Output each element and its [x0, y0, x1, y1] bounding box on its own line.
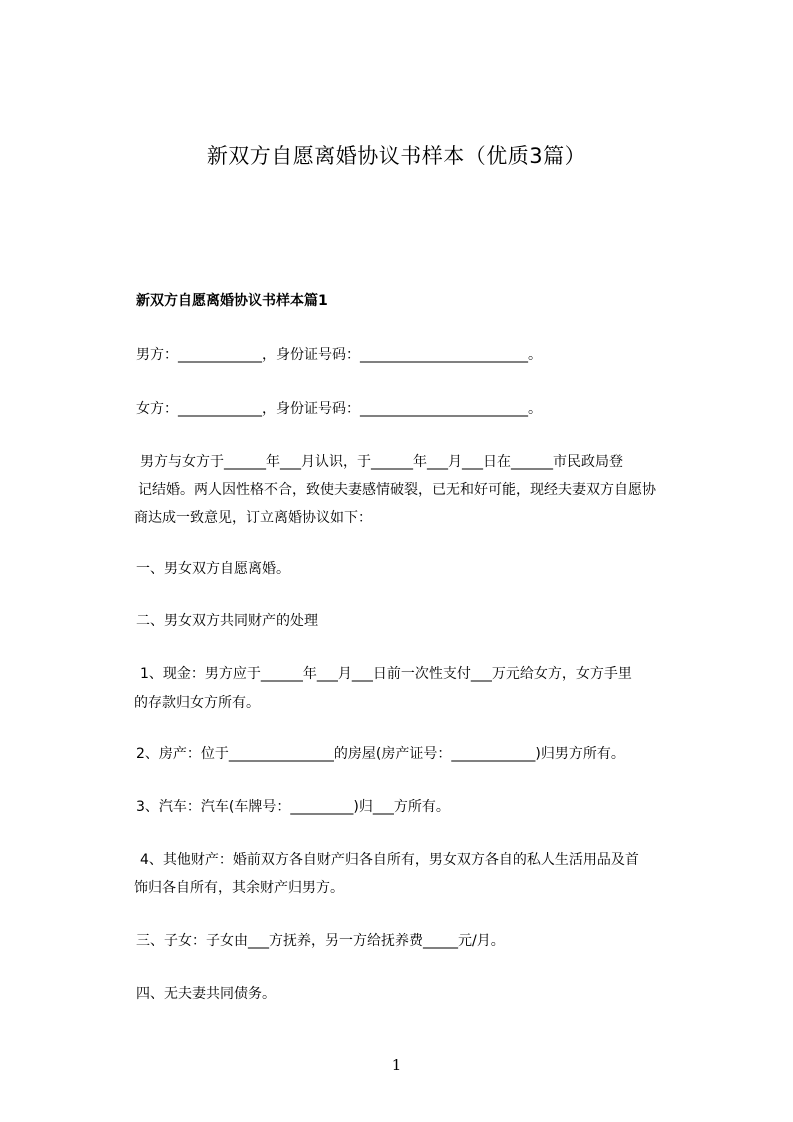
intro-paragraph-line-2: 记结婚。两人因性格不合，致使夫妻感情破裂，已无和好可能，现经夫妻双方自愿协 — [138, 482, 656, 498]
clause-three: 三、子女：子女由___方抚养，另一方给抚养费_____元/月。 — [136, 933, 505, 949]
male-party-line: 男方：____________，身份证号码：________________________。 — [136, 347, 542, 363]
intro-paragraph-line-1: 男方与女方于______年___月认识，于______年___月___日在______市民政局登 — [140, 454, 623, 470]
clause-four: 四、无夫妻共同债务。 — [136, 986, 276, 1002]
intro-paragraph-line-3: 商达成一致意见，订立离婚协议如下： — [134, 510, 372, 526]
item-car: 3、汽车：汽车(车牌号：_________)归___方所有。 — [136, 799, 450, 815]
female-party-line: 女方：____________，身份证号码：________________________。 — [136, 401, 542, 417]
item-cash-line-1: 1、现金：男方应于______年___月___日前一次性支付___万元给女方，女方手里 — [140, 666, 632, 682]
clause-one: 一、男女双方自愿离婚。 — [136, 561, 290, 577]
item-house: 2、房产：位于_______________的房屋(房产证号：____________)归男方所有。 — [136, 746, 625, 762]
clause-two: 二、男女双方共同财产的处理 — [136, 613, 318, 629]
item-other-line-1: 4、其他财产：婚前双方各自财产归各自所有，男女双方各自的私人生活用品及首 — [140, 852, 639, 868]
section-title: 新双方自愿离婚协议书样本篇1 — [136, 293, 328, 309]
item-cash-line-2: 的存款归女方所有。 — [134, 695, 260, 711]
page-number: 1 — [391, 1056, 402, 1074]
item-other-line-2: 饰归各自所有，其余财产归男方。 — [134, 880, 344, 896]
document-title: 新双方自愿离婚协议书样本（优质3篇） — [206, 144, 587, 168]
